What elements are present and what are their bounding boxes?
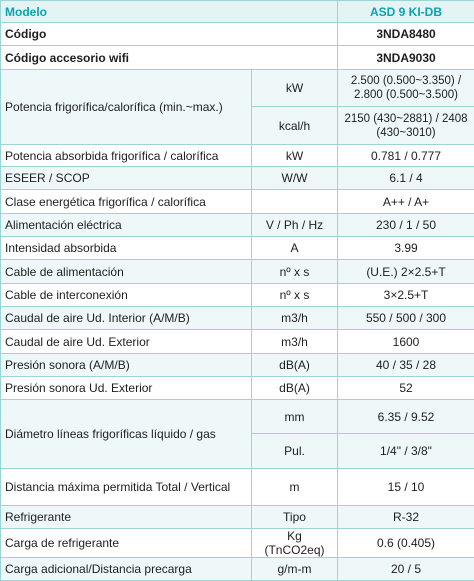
table-row bbox=[1, 284, 474, 307]
row-unit: m bbox=[252, 469, 338, 506]
row-unit: m3/h bbox=[252, 307, 338, 330]
row-value: 15 / 10 bbox=[338, 469, 474, 506]
table-row bbox=[1, 307, 474, 330]
row-unit bbox=[252, 190, 338, 214]
table-row bbox=[1, 469, 474, 506]
row-unit: kW bbox=[252, 145, 338, 167]
table-row bbox=[1, 190, 474, 214]
row-value: 40 / 35 / 28 bbox=[338, 354, 474, 377]
table-row bbox=[1, 354, 474, 377]
row-label: Refrigerante bbox=[1, 506, 252, 529]
row-unit: A bbox=[252, 237, 338, 260]
row-label: Intensidad absorbida bbox=[1, 237, 252, 260]
row-label: Caudal de aire Ud. Exterior bbox=[1, 330, 252, 354]
row-value: R-32 bbox=[338, 506, 474, 529]
row-label: Carga adicional/Distancia precarga bbox=[1, 558, 252, 581]
table-row bbox=[1, 529, 474, 558]
row-unit: dB(A) bbox=[252, 354, 338, 377]
row-unit: Tipo bbox=[252, 506, 338, 529]
code-label: Código bbox=[1, 23, 338, 46]
wifi-code-value: 3NDA9030 bbox=[338, 46, 474, 70]
potencia-label: Potencia frigorífica/calorífica (min.~max.) bbox=[1, 70, 252, 145]
row-label: Presión sonora Ud. Exterior bbox=[1, 377, 252, 400]
diametro-label: Diámetro líneas frigoríficas líquido / gas bbox=[1, 400, 252, 469]
row-unit: m3/h bbox=[252, 330, 338, 354]
row-label: Cable de interconexión bbox=[1, 284, 252, 307]
row-value: 230 / 1 / 50 bbox=[338, 214, 474, 237]
table-row bbox=[1, 237, 474, 260]
table-row bbox=[1, 400, 474, 434]
potencia-kcal-unit: kcal/h bbox=[252, 107, 338, 145]
diametro-pul-unit: Pul. bbox=[252, 434, 338, 469]
row-value: 52 bbox=[338, 377, 474, 400]
table-row bbox=[1, 260, 474, 284]
code-value: 3NDA8480 bbox=[338, 23, 474, 46]
row-label: Presión sonora (A/M/B) bbox=[1, 354, 252, 377]
table-row bbox=[1, 46, 474, 70]
row-label: Caudal de aire Ud. Interior (A/M/B) bbox=[1, 307, 252, 330]
potencia-kcal-value: 2150 (430~2881) / 2408 (430~3010) bbox=[338, 107, 474, 145]
row-value: 550 / 500 / 300 bbox=[338, 307, 474, 330]
row-value: 6.1 / 4 bbox=[338, 167, 474, 190]
table-row bbox=[1, 377, 474, 400]
header-row bbox=[1, 1, 474, 23]
wifi-code-label: Código accesorio wifi bbox=[1, 46, 338, 70]
row-label: Potencia absorbida frigorífica / calorífica bbox=[1, 145, 252, 167]
row-unit: W/W bbox=[252, 167, 338, 190]
row-label: Distancia máxima permitida Total / Vertical bbox=[1, 469, 252, 506]
table-row bbox=[1, 167, 474, 190]
row-unit: g/m-m bbox=[252, 558, 338, 581]
model-label: Modelo bbox=[1, 1, 338, 23]
potencia-kw-unit: kW bbox=[252, 70, 338, 107]
table-row bbox=[1, 145, 474, 167]
row-value: 20 / 5 bbox=[338, 558, 474, 581]
row-unit: Kg (TnCO2eq) bbox=[252, 529, 338, 558]
row-unit: nº x s bbox=[252, 284, 338, 307]
potencia-kw-value: 2.500 (0.500~3.350) / 2.800 (0.500~3.500) bbox=[338, 70, 474, 107]
table-row bbox=[1, 23, 474, 46]
row-value: 0.6 (0.405) bbox=[338, 529, 474, 558]
row-label: ESEER / SCOP bbox=[1, 167, 252, 190]
table-row bbox=[1, 330, 474, 354]
row-label: Carga de refrigerante bbox=[1, 529, 252, 558]
row-value: 3.99 bbox=[338, 237, 474, 260]
table-row bbox=[1, 558, 474, 581]
row-unit: nº x s bbox=[252, 260, 338, 284]
row-label: Clase energética frigorífica / calorífica bbox=[1, 190, 252, 214]
row-value: 0.781 / 0.777 bbox=[338, 145, 474, 167]
row-value: A++ / A+ bbox=[338, 190, 474, 214]
diametro-mm-unit: mm bbox=[252, 400, 338, 434]
model-value: ASD 9 KI-DB bbox=[338, 1, 474, 23]
table-row bbox=[1, 214, 474, 237]
diametro-pul-value: 1/4" / 3/8" bbox=[338, 434, 474, 469]
row-label: Cable de alimentación bbox=[1, 260, 252, 284]
row-unit: dB(A) bbox=[252, 377, 338, 400]
row-value: 1600 bbox=[338, 330, 474, 354]
diametro-mm-value: 6.35 / 9.52 bbox=[338, 400, 474, 434]
row-value: (U.E.) 2×2.5+T bbox=[338, 260, 474, 284]
table-row bbox=[1, 506, 474, 529]
row-label: Alimentación eléctrica bbox=[1, 214, 252, 237]
table-row bbox=[1, 70, 474, 107]
row-value: 3×2.5+T bbox=[338, 284, 474, 307]
row-unit: V / Ph / Hz bbox=[252, 214, 338, 237]
